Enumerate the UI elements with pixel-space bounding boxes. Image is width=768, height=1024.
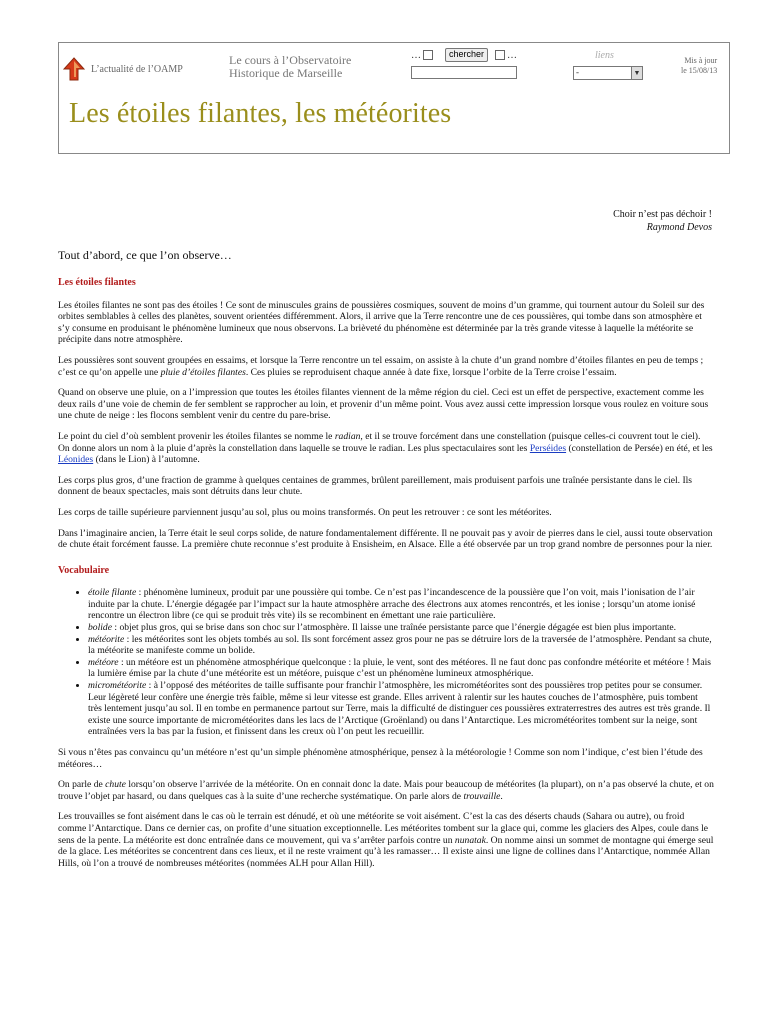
paragraph-7: Dans l’imaginaire ancien, la Terre était le seul corps solide, de nature fondamentalement différente. Il ne pouvait pas y avoir de pierres dans le ciel, aussi toute observation de chute était forcément fausse. La première chute reconnue s’est produite à Ensisheim, en Alsace. Elle a été observée par un trop grand nombre de personnes pour la nier.	[58, 527, 713, 551]
p4-emphasis: radian	[334, 430, 361, 442]
vocab-term: étoile filante	[88, 587, 137, 599]
p9-text-b: lorsqu’on observe l’arrivée de la météorite. On en connait donc la date. Mais pour beaucoup de météorites (la plupart), on n’a pas observé la chute, et on trouve l’objet par hasard, ou dans quelques cas à la suite d’une recherche systématique. On parle alors de	[58, 779, 714, 802]
paragraph-9	[58, 779, 714, 802]
section-heading-etoiles: Les étoiles filantes	[58, 277, 136, 288]
p10-text-b: . On nomme ainsi un sommet de montagne qui émerge seul de la glace. Les météorites se concentrent dans ces lieux, et il ne reste vraiment qu’à les ramasser… Il existe ainsi une ligne de collines dans l’Antarctique, nommée Allan Hills, où l’on a trouvé de nombreuses météorites (nommées ALH pour Allan Hill).	[58, 834, 714, 869]
home-link-label[interactable]: L’actualité de l’OAMP	[91, 63, 183, 75]
vocab-term: bolide	[88, 622, 112, 634]
vocabulary-list	[58, 587, 714, 738]
chevron-down-icon[interactable]: ▼	[631, 67, 642, 79]
p2-emphasis: pluie d’étoiles filantes	[160, 366, 246, 378]
p9-emphasis-2: trouvaille	[463, 790, 501, 802]
search-option-checkbox-1[interactable]	[423, 50, 433, 60]
course-link-line2[interactable]: Historique de Marseille	[229, 66, 343, 80]
update-info	[681, 56, 717, 76]
article-content	[58, 248, 714, 878]
paragraph-4	[58, 431, 714, 466]
search-button[interactable]: chercher	[445, 48, 488, 62]
p9-emphasis-1: chute	[105, 779, 126, 791]
update-line2: le 15/08/13	[681, 66, 718, 75]
leonides-link[interactable]: Léonides	[58, 454, 94, 466]
vocab-definition: : à l’opposé des météorites de taille suffisante pour franchir l’atmosphère, les micrométéorites sont des poussières trop petites pour se consumer. Leur légèreté leur confère une énergie très faible, même si leur vitesse est grande. Elles arrivent à ralentir sur les hautes couches de l’atmosphère, puis tombent très lentement jusqu’au sol. Il en tombe en permanence partout sur Terre, mais la difficulté de distinguer ces poussières extraterrestres des autres est très grande. Il existe une source importante de micrométéorites dans les lacs de l’Arctique (Groënland) ou dans l’Antarctique. Les micrométéorites tombent sur la neige, sont entraînées vers la bas par la fusion, et finissent dans les creux où l’on peut les recueillir.	[88, 680, 711, 738]
intro-text: Tout d’abord, ce que l’on observe…	[58, 248, 232, 262]
links-select[interactable]	[573, 66, 643, 80]
list-item	[88, 680, 714, 738]
paragraph-2	[58, 355, 714, 378]
epigraph-quote: Choir n’est pas déchoir !	[613, 209, 712, 220]
list-item	[88, 657, 714, 680]
epigraph-author: Raymond Devos	[646, 222, 712, 233]
list-item	[88, 622, 714, 634]
paragraph-1: Les étoiles filantes ne sont pas des étoiles ! Ce sont de minuscules grains de poussières cosmiques, souvent de moins d’un gramme, qui tournent autour du Soleil sur des orbites semblables à celles des planètes, souvent orientées différemment. Alors, il arrive que la Terre rencontre une de ces poussières, qui tombe dans son atmosphère et s’y consume en produisant le phénomène lumineux que nous observons. La brièveté du phénomène est déterminée par la très grande vitesse à laquelle la météorite se précipite dans notre atmosphère.	[58, 299, 705, 346]
vocab-term: micrométéorite	[88, 680, 147, 692]
page-title: Les étoiles filantes, les météorites	[69, 98, 452, 129]
search-area	[411, 48, 517, 79]
links-area	[573, 50, 643, 80]
paragraph-3: Quand on observe une pluie, on a l’impression que toutes les étoiles filantes viennent de la même région du ciel. Ceci est un effet de perspective, exactement comme les deux rails d’une voie de chemin de fer semblent se rapprocher au loin, et provenir d’un même point. Vous avez aussi cette impression lorsque vous roulez en voiture sous une chute de neige : les flocons semblent venir du centre du pare-brise.	[58, 387, 709, 422]
section-heading-vocabulaire: Vocabulaire	[58, 564, 110, 576]
course-link-line1[interactable]: Le cours à l’Observatoire	[229, 53, 352, 67]
list-item	[88, 587, 714, 622]
links-label: liens	[595, 50, 614, 61]
vocab-definition: : objet plus gros, qui se brise dans son choc sur l’atmosphère. Il laisse une traînée persistante parce que l’énergie dégagée est bien plus importante.	[111, 622, 677, 634]
p2-text-a: Les poussières sont souvent groupées en essaims, et lorsque la Terre rencontre un tel essaim, on assiste à la chute d’un grand nombre d’étoiles filantes en peu de temps ; c’est ce qu’on appelle une	[58, 354, 704, 378]
p4-text-d: (dans le Lion) à l’automne.	[93, 454, 200, 466]
search-dots-right: …	[507, 49, 518, 61]
home-link[interactable]	[63, 57, 183, 81]
links-select-value: -	[576, 67, 579, 77]
p2-text-b: . Ces pluies se reproduisent chaque année à date fixe, lorsque l’orbite de la Terre croise l’essaim.	[245, 366, 617, 378]
home-arrow-icon	[63, 57, 85, 81]
list-item	[88, 634, 714, 657]
vocab-definition: : phénomène lumineux, produit par une poussière qui tombe. Ce n’est pas l’incandescence de la poussière que l’on voit, mais l’ionisation de l’air induite par la chute. L’énergie dégagée par l’impact sur la haute atmosphère arrache des électrons aux atomes rencontrés, et les ionise ; lorsqu’un atome ionisé rencontre un électron libre (ce qui se produit très vite) ils se recombinent en émettant une raie particulière.	[88, 587, 696, 622]
p9-text-c: .	[500, 790, 503, 802]
course-link[interactable]	[229, 54, 351, 80]
p10-text-a: Les trouvailles se font aisément dans le cas où le terrain est dénudé, et où une météorite se voit aisément. C’est la cas des déserts chauds (Sahara ou autre), ou froid comme l’Antarctique. Dans ce dernier cas, on profite d’une situation exceptionnelle. Les météorites tombent sur la glace qui, comme les glaciers des Alpes, coule dans le sens de la pente. La météorite est donc entraînée dans ce mouvement, qui va s’arrêter parfois contre un	[58, 811, 709, 846]
perseides-link[interactable]: Perséides	[529, 442, 567, 454]
p10-emphasis: nunatak	[454, 834, 486, 846]
paragraph-6: Les corps de taille supérieure parviennent jusqu’au sol, plus ou moins transformés. On peut les retrouver : ce sont les météorites.	[58, 506, 552, 518]
search-input[interactable]	[411, 66, 517, 79]
vocab-term: météore	[88, 656, 119, 668]
paragraph-10	[58, 811, 714, 869]
p4-text-a: Le point du ciel d’où semblent provenir les étoiles filantes se nomme le	[58, 430, 335, 442]
search-option-checkbox-2[interactable]	[495, 50, 505, 60]
update-line1: Mis à jour	[684, 56, 718, 65]
paragraph-8: Si vous n’êtes pas convaincu qu’un météore n’est qu’un simple phénomène atmosphérique, pensez à la météorologie ! Comme son nom l’indique, c’est bien l’étude des météores…	[58, 747, 703, 770]
header-box	[58, 42, 730, 154]
vocab-term: météorite	[88, 633, 125, 645]
p9-text-a: On parle de	[58, 779, 106, 791]
p4-text-b: , et il se trouve forcément dans une constellation (puisque celles-ci couvrent tout le ciel). On donne alors un nom à la pluie d’après la constellation dans laquelle se trouve le radian. Les plus spectaculaires sont les	[58, 430, 701, 454]
search-dots-left: …	[411, 49, 421, 61]
vocab-definition: : les météorites sont les objets tombés au sol. Ils sont forcément assez gros pour ne pas se détruire lors de la traversée de l’atmosphère. Pendant sa chute, la météorite se manifeste comme un bolide.	[88, 633, 712, 657]
paragraph-5: Les corps plus gros, d’une fraction de gramme à quelques centaines de grammes, brûlent pareillement, mais produisent parfois une traînée persistante dans le ciel. Ils donnent de beaux spectacles, mais sont détruits dans leur chute.	[58, 474, 693, 498]
vocab-definition: : un météore est un phénomène atmosphérique quelconque : la pluie, le vent, sont des météores. Il ne faut donc pas confondre météorite et météore ! Mais la lumière émise par la chute d’une météorite est un météore, puisque c’est un phénomène lumineux atmosphérique.	[88, 656, 712, 680]
epigraph	[613, 208, 712, 234]
p4-text-c: (constellation de Persée) en été, et les	[566, 442, 713, 454]
